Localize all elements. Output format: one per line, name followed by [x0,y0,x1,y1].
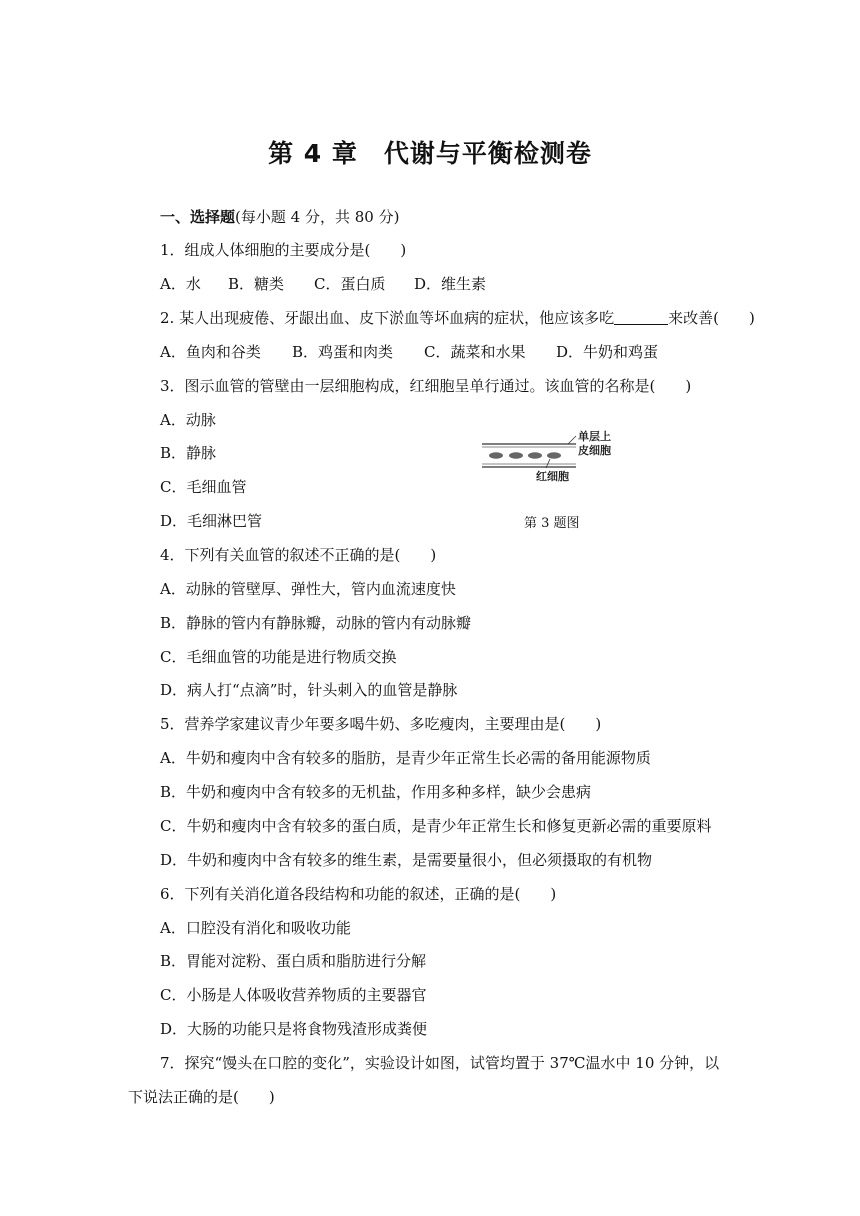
question-4-option-d: D．病人打“点滴”时，针头刺入的血管是静脉 [160,681,458,699]
option: D．牛奶和鸡蛋 [556,343,659,361]
question-6-stem: 6．下列有关消化道各段结构和功能的叙述，正确的是( ) [160,885,557,903]
question-6-option-d: D．大肠的功能只是将食物残渣形成粪便 [160,1020,428,1038]
section-heading [160,206,399,227]
question-6-option-c: C．小肠是人体吸收营养物质的主要器官 [160,986,427,1004]
option: B．鸡蛋和肉类 [292,343,394,361]
option: C．蔬菜和水果 [424,343,526,361]
question-3-stem: 3．图示血管的管壁由一层细胞构成，红细胞呈单行通过。该血管的名称是( ) [160,377,692,395]
section-note: (每小题 4 分，共 80 分) [235,208,400,226]
question-5-option-a: A．牛奶和瘦肉中含有较多的脂肪，是青少年正常生长必需的备用能源物质 [160,749,651,767]
figure-caption: 第 3 题图 [524,516,580,531]
question-5-option-c: C．牛奶和瘦肉中含有较多的蛋白质，是青少年正常生长和修复更新必需的重要原料 [160,817,712,835]
question-3-option-a: A．动脉 [160,411,216,429]
question-5-option-d: D．牛奶和瘦肉中含有较多的维生素，是需要量很小，但必须摄取的有机物 [160,851,653,869]
figure-label: 单层上 [578,430,611,443]
option: C．蛋白质 [314,275,386,293]
figure-label: 红细胞 [536,470,569,483]
question-2-options [160,341,658,362]
option: B．糖类 [228,275,285,293]
question-1-options [160,273,486,294]
question-4-stem: 4．下列有关血管的叙述不正确的是( ) [160,546,437,564]
capillary-figure [480,426,650,506]
question-3-option-c: C．毛细血管 [160,478,247,496]
question-2-stem [160,307,755,328]
question-6-option-a: A．口腔没有消化和吸收功能 [160,919,351,937]
question-3-option-b: B．静脉 [160,444,217,462]
question-5-stem: 5．营养学家建议青少年要多喝牛奶、多吃瘦肉，主要理由是( ) [160,715,602,733]
question-5-option-b: B．牛奶和瘦肉中含有较多的无机盐，作用多种多样，缺少会患病 [160,783,592,801]
question-6-option-b: B．胃能对淀粉、蛋白质和脂肪进行分解 [160,952,427,970]
section-label: 一、选择题 [160,208,236,226]
question-1-stem: 1．组成人体细胞的主要成分是( ) [160,241,407,259]
answer-blank [614,310,668,325]
figure-label: 皮细胞 [578,444,611,457]
option: A．鱼肉和谷类 [160,343,261,361]
stem-part: 来改善( ) [668,309,755,327]
stem-part: 2. 某人出现疲倦、牙龈出血、皮下淤血等坏血病的症状，他应该多吃 [160,309,615,327]
option: D．维生素 [414,275,487,293]
question-3-option-d: D．毛细淋巴管 [160,512,263,530]
option: A．水 [160,275,201,293]
question-4-option-a: A．动脉的管壁厚、弹性大，管内血流速度快 [160,580,456,598]
question-7-stem-line-1: 7．探究“馒头在口腔的变化”，实验设计如图，试管均置于 37℃温水中 10 分钟，以 [160,1054,720,1072]
question-7-stem-line-2: 下说法正确的是( ) [128,1088,275,1106]
page-title: 第 4 章 代谢与平衡检测卷 [268,139,592,168]
question-4-option-c: C．毛细血管的功能是进行物质交换 [160,648,397,666]
question-4-option-b: B．静脉的管内有静脉瓣，动脉的管内有动脉瓣 [160,614,472,632]
